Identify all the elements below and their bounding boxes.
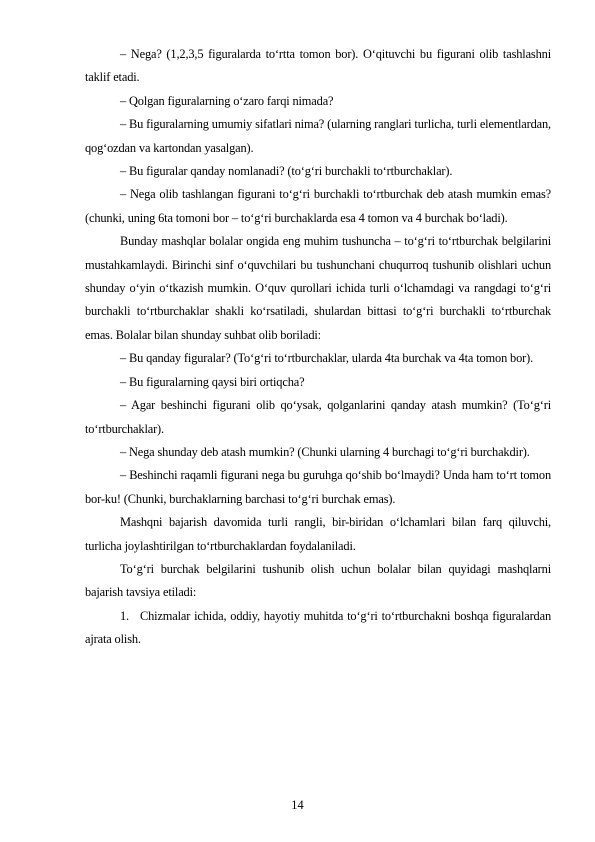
- list-item-text: Chizmalar ichida, oddiy, hayotiy muhitda to‘g‘ri to‘rtburchakni boshqa figuralardan ajrata olish.: [85, 608, 551, 647]
- paragraph-1: – Nega? (1,2,3,5 figuralarda to‘rtta tomon bor). O‘qituvchi bu figurani olib tashlashni taklif etadi.: [85, 47, 551, 85]
- paragraph-5: – Nega olib tashlangan figurani to‘g‘ri burchakli to‘rtburchak deb atash mumkin emas? (chunki, uning 6ta tomoni bor – to‘g‘ri burchaklarda esa 4 tomon va 4 burchak bo‘ladi).: [85, 187, 551, 225]
- paragraph-8: – Bu figuralarning qaysi biri ortiqcha?: [120, 374, 305, 389]
- paragraph-9: – Agar beshinchi figurani olib qo‘ysak, qolganlarini qanday atash mumkin? (To‘g‘ri to‘rtburchaklar).: [85, 398, 551, 436]
- list-item-number: 1.: [120, 608, 129, 623]
- paragraph-11: – Beshinchi raqamli figurani nega bu guruhga qo‘shib bo‘lmaydi? Unda ham to‘rt tomon bor-ku! (Chunki, burchaklarning barchasi to‘g‘ri burchak emas).: [85, 468, 551, 506]
- page-number: 14: [291, 798, 304, 812]
- paragraph-10: – Nega shunday deb atash mumkin? (Chunki ularning 4 burchagi to‘g‘ri burchakdir).: [120, 444, 530, 459]
- paragraph-13: To‘g‘ri burchak belgilarini tushunib olish uchun bolalar bilan quyidagi mashqlarni bajarish tavsiya etiladi:: [85, 561, 551, 600]
- paragraph-6: Bunday mashqlar bolalar ongida eng muhim tushuncha – to‘g‘ri to‘rtburchak belgilarini mustahkamlaydi. Birinchi sinf o‘quvchilari bu tushunchani chuqurroq tushunib olishlari uchun shunday o‘yin o‘tkazish mumkin. O‘quv qurollari ichida turli o‘lchamdagi va rangdagi to‘g‘ri burchakli to‘rtburchaklar shakli ko‘rsatiladi, shulardan bittasi to‘g‘ri burchakli to‘rtburchak emas. Bolalar bilan shunday suhbat olib boriladi:: [85, 234, 551, 342]
- paragraph-4: – Bu figuralar qanday nomlanadi? (to‘g‘ri burchakli to‘rtburchaklar).: [120, 164, 453, 179]
- paragraph-7: – Bu qanday figuralar? (To‘g‘ri to‘rtburchaklar, ularda 4ta burchak va 4ta tomon bor).: [120, 351, 534, 366]
- list-item: [85, 605, 551, 652]
- paragraph-12: Mashqni bajarish davomida turli rangli, bir-biridan o‘lchamlari bilan farq qiluvchi, turlicha joylashtirilgan to‘rtburchaklardan foydalaniladi.: [85, 515, 551, 553]
- paragraph-3: – Bu figuralarning umumiy sifatlari nima? (ularning ranglari turlicha, turli elementlardan, qog‘ozdan va kartondan yasalgan).: [85, 117, 551, 155]
- paragraph-2: – Qolgan figuralarning o‘zaro farqi nimada?: [120, 93, 334, 108]
- page-body: [85, 43, 551, 652]
